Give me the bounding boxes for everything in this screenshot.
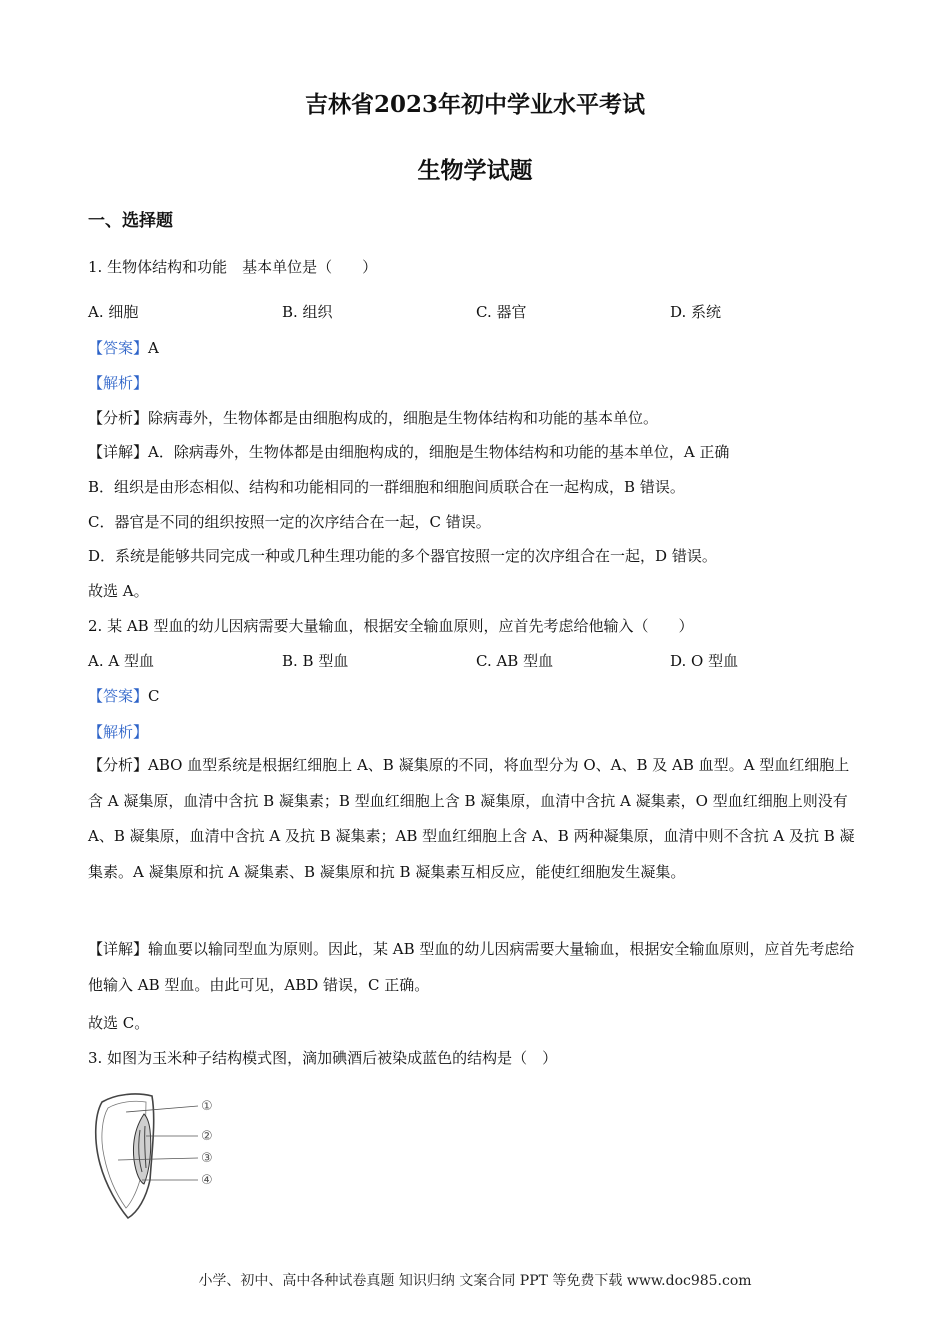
question-2-conclusion: 故选 C。 xyxy=(88,1014,150,1032)
question-1-answer xyxy=(88,338,868,358)
question-2-detail: 【详解】输血要以输同型血为原则。因此，某 AB 型血的幼儿因病需要大量输血，根据安全输血原则，应首先考虑给他输入 AB 型血。由此可见，ABD 错误，C 正确。 xyxy=(88,940,855,994)
label-line-3 xyxy=(118,1158,198,1160)
answer-tag: 【答案】 xyxy=(88,687,149,705)
corn-seed-diagram xyxy=(88,1090,228,1230)
section-heading: 一、选择题 xyxy=(88,211,173,231)
question-1-option-c: C. 器官 xyxy=(476,303,527,321)
question-1-stem: 1. 生物体结构和功能 基本单位是（ ） xyxy=(88,258,378,276)
question-2-option-c: C. AB 型血 xyxy=(476,652,554,670)
question-1-analysis-tag: 【解析】 xyxy=(88,374,149,392)
page-footer: 小学、初中、高中各种试卷真题 知识归纳 文案合同 PPT 等免费下载 www.doc985.com xyxy=(198,1273,752,1289)
question-2-option-b: B. B 型血 xyxy=(282,652,349,670)
question-1-detail-line: B．组织是由形态相似、结构和功能相同的一群细胞和细胞间质联合在一起构成，B 错误。 xyxy=(88,478,685,496)
question-2-analysis-tag: 【解析】 xyxy=(88,723,149,741)
label-line-1 xyxy=(126,1106,198,1112)
question-1-option-d: D. 系统 xyxy=(670,303,722,321)
figure-label-3: ③ xyxy=(201,1151,213,1166)
question-1-option-a: A. 细胞 xyxy=(88,303,139,321)
figure-label-4: ④ xyxy=(201,1173,213,1188)
question-2-option-d: D. O 型血 xyxy=(670,652,739,670)
question-2-option-a: A. A 型血 xyxy=(88,652,154,670)
answer-value: C xyxy=(148,687,160,705)
question-1-fenxi: 【分析】除病毒外，生物体都是由细胞构成的，细胞是生物体结构和功能的基本单位。 xyxy=(88,409,659,427)
question-1-detail-line: 【详解】A．除病毒外，生物体都是由细胞构成的，细胞是生物体结构和功能的基本单位，A 正确 xyxy=(88,443,730,461)
answer-value: A xyxy=(148,339,159,357)
figure-label-1: ① xyxy=(201,1099,213,1114)
question-1-detail-line: D．系统是能够共同完成一种或几种生理功能的多个器官按照一定的次序组合在一起，D 错误。 xyxy=(88,547,717,565)
question-2-stem: 2. 某 AB 型血的幼儿因病需要大量输血，根据安全输血原则，应首先考虑给他输入（ ） xyxy=(88,617,694,635)
page-subtitle: 生物学试题 xyxy=(417,157,533,184)
question-1-conclusion: 故选 A。 xyxy=(88,582,149,600)
embryo xyxy=(133,1114,150,1184)
question-2-fenxi: 【分析】ABO 血型系统是根据红细胞上 A、B 凝集原的不同，将血型分为 O、A、B 及 AB 血型。A 型血红细胞上含 A 凝集原，血清中含抗 B 凝集素；B 型血红细胞上含 B 凝集原，血清中含抗 A 凝集素，O 型血红细胞上则没有 A、B 凝集原，血清中含抗 A 及抗 B 凝集素；AB 型血红细胞上含 A、B 两种凝集原，血清中则不含抗 A 及抗 B 凝集素。A 凝集原和抗 A 凝集素、B 凝集原和抗 B 凝集素互相反应，能使红细胞发生凝集。 xyxy=(88,756,855,881)
page-title: 吉林省2023年初中学业水平考试 xyxy=(304,91,645,118)
question-1-option-b: B. 组织 xyxy=(282,303,333,321)
question-1-detail-line: C．器官是不同的组织按照一定的次序结合在一起，C 错误。 xyxy=(88,513,491,531)
question-2-answer xyxy=(88,686,868,706)
answer-tag: 【答案】 xyxy=(88,339,149,357)
figure-label-2: ② xyxy=(201,1129,213,1144)
question-3-stem: 3. 如图为玉米种子结构模式图，滴加碘酒后被染成蓝色的结构是（ ） xyxy=(88,1049,558,1067)
